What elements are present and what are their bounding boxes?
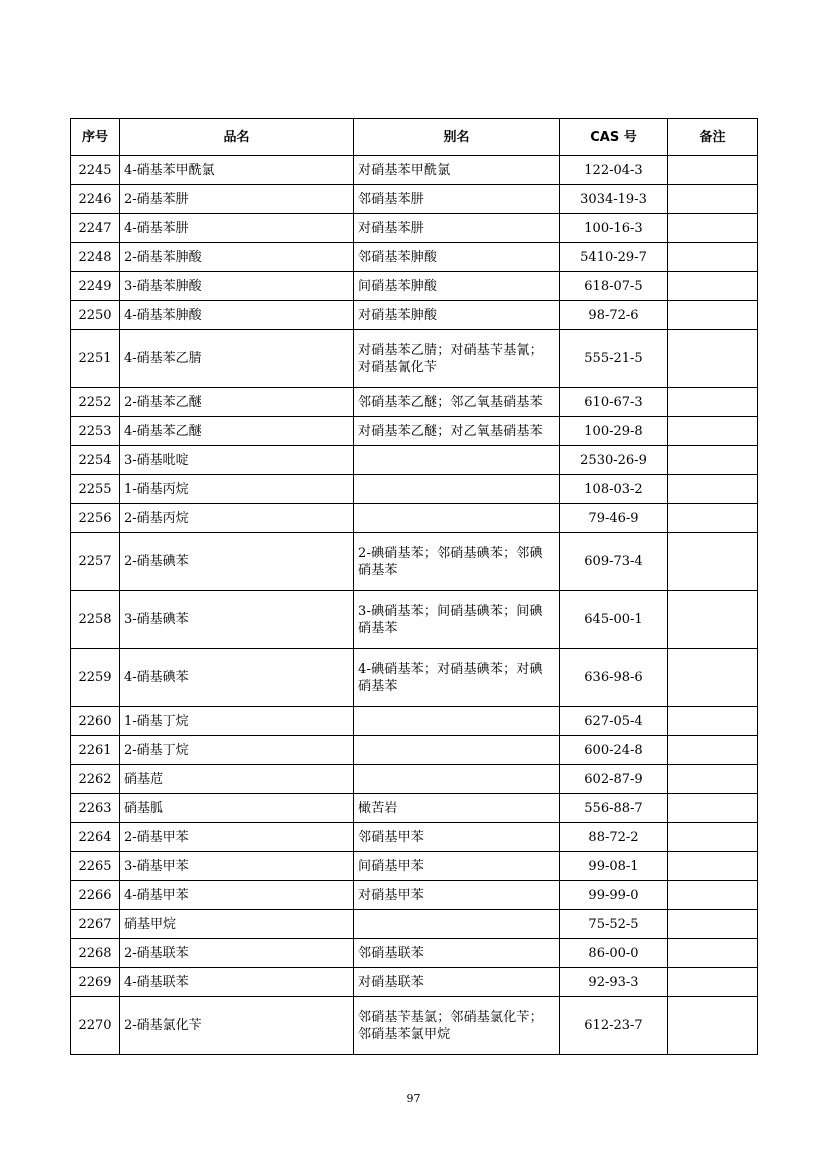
row-product-name: 3-硝基碘苯 — [120, 591, 354, 649]
header-remarks: 备注 — [668, 119, 758, 156]
row-serial-number: 2267 — [71, 910, 120, 939]
row-remarks — [668, 707, 758, 736]
row-alias: 对硝基苯肼 — [354, 214, 560, 243]
row-serial-number: 2261 — [71, 736, 120, 765]
header-cas-number: CAS 号 — [560, 119, 668, 156]
row-alias: 邻硝基苯乙醚；邻乙氧基硝基苯 — [354, 388, 560, 417]
row-serial-number: 2248 — [71, 243, 120, 272]
row-remarks — [668, 272, 758, 301]
row-serial-number: 2252 — [71, 388, 120, 417]
row-product-name: 4-硝基甲苯 — [120, 881, 354, 910]
row-alias — [354, 446, 560, 475]
row-remarks — [668, 881, 758, 910]
row-serial-number: 2246 — [71, 185, 120, 214]
row-alias: 邻硝基联苯 — [354, 939, 560, 968]
row-product-name: 硝基苊 — [120, 765, 354, 794]
row-serial-number: 2268 — [71, 939, 120, 968]
row-product-name: 硝基胍 — [120, 794, 354, 823]
row-cas-number: 122-04-3 — [560, 156, 668, 185]
row-cas-number: 556-88-7 — [560, 794, 668, 823]
table-row — [71, 881, 758, 910]
row-cas-number: 555-21-5 — [560, 330, 668, 388]
row-alias: 间硝基甲苯 — [354, 852, 560, 881]
row-cas-number: 100-16-3 — [560, 214, 668, 243]
table-row — [71, 330, 758, 388]
row-product-name: 3-硝基甲苯 — [120, 852, 354, 881]
row-product-name: 硝基甲烷 — [120, 910, 354, 939]
row-cas-number: 612-23-7 — [560, 997, 668, 1055]
row-product-name: 4-硝基苯乙腈 — [120, 330, 354, 388]
row-product-name: 3-硝基吡啶 — [120, 446, 354, 475]
row-cas-number: 92-93-3 — [560, 968, 668, 997]
row-alias: 对硝基甲苯 — [354, 881, 560, 910]
row-serial-number: 2259 — [71, 649, 120, 707]
row-cas-number: 2530-26-9 — [560, 446, 668, 475]
row-remarks — [668, 649, 758, 707]
table-row — [71, 707, 758, 736]
row-alias: 对硝基苯胂酸 — [354, 301, 560, 330]
row-remarks — [668, 765, 758, 794]
table-header-row — [71, 119, 758, 156]
row-product-name: 2-硝基苯胂酸 — [120, 243, 354, 272]
table-row — [71, 997, 758, 1055]
row-product-name: 2-硝基苯肼 — [120, 185, 354, 214]
table-row — [71, 736, 758, 765]
row-alias — [354, 475, 560, 504]
row-cas-number: 79-46-9 — [560, 504, 668, 533]
row-remarks — [668, 330, 758, 388]
row-alias: 3-碘硝基苯；间硝基碘苯；间碘硝基苯 — [354, 591, 560, 649]
row-product-name: 1-硝基丙烷 — [120, 475, 354, 504]
table-row — [71, 214, 758, 243]
table-row — [71, 446, 758, 475]
row-remarks — [668, 475, 758, 504]
row-serial-number: 2257 — [71, 533, 120, 591]
row-serial-number: 2250 — [71, 301, 120, 330]
row-remarks — [668, 185, 758, 214]
table-row — [71, 388, 758, 417]
row-cas-number: 602-87-9 — [560, 765, 668, 794]
header-serial-number: 序号 — [71, 119, 120, 156]
row-alias: 对硝基联苯 — [354, 968, 560, 997]
row-product-name: 2-硝基碘苯 — [120, 533, 354, 591]
page-number: 97 — [406, 1092, 421, 1105]
row-serial-number: 2270 — [71, 997, 120, 1055]
row-remarks — [668, 301, 758, 330]
row-cas-number: 100-29-8 — [560, 417, 668, 446]
row-alias — [354, 736, 560, 765]
row-alias: 对硝基苯甲酰氯 — [354, 156, 560, 185]
row-serial-number: 2263 — [71, 794, 120, 823]
row-cas-number: 108-03-2 — [560, 475, 668, 504]
row-alias — [354, 910, 560, 939]
row-alias — [354, 765, 560, 794]
row-product-name: 2-硝基联苯 — [120, 939, 354, 968]
row-alias: 邻硝基苯胂酸 — [354, 243, 560, 272]
row-alias — [354, 707, 560, 736]
row-product-name: 2-硝基苯乙醚 — [120, 388, 354, 417]
table-body — [71, 156, 758, 1055]
row-serial-number: 2253 — [71, 417, 120, 446]
row-cas-number: 610-67-3 — [560, 388, 668, 417]
row-product-name: 4-硝基苯胂酸 — [120, 301, 354, 330]
row-serial-number: 2265 — [71, 852, 120, 881]
row-product-name: 2-硝基丙烷 — [120, 504, 354, 533]
table-row — [71, 823, 758, 852]
row-serial-number: 2258 — [71, 591, 120, 649]
row-serial-number: 2269 — [71, 968, 120, 997]
row-remarks — [668, 504, 758, 533]
row-serial-number: 2264 — [71, 823, 120, 852]
table-row — [71, 765, 758, 794]
table-row — [71, 272, 758, 301]
row-cas-number: 5410-29-7 — [560, 243, 668, 272]
row-product-name: 4-硝基联苯 — [120, 968, 354, 997]
table-row — [71, 504, 758, 533]
row-serial-number: 2254 — [71, 446, 120, 475]
row-alias: 4-碘硝基苯；对硝基碘苯；对碘硝基苯 — [354, 649, 560, 707]
table-row — [71, 417, 758, 446]
table-row — [71, 649, 758, 707]
row-product-name: 2-硝基氯化苄 — [120, 997, 354, 1055]
row-cas-number: 99-99-0 — [560, 881, 668, 910]
row-cas-number: 99-08-1 — [560, 852, 668, 881]
row-remarks — [668, 794, 758, 823]
row-serial-number: 2255 — [71, 475, 120, 504]
table-row — [71, 243, 758, 272]
row-alias — [354, 504, 560, 533]
row-remarks — [668, 591, 758, 649]
table-row — [71, 794, 758, 823]
row-serial-number: 2245 — [71, 156, 120, 185]
table-row — [71, 301, 758, 330]
row-remarks — [668, 388, 758, 417]
row-alias: 邻硝基苄基氯；邻硝基氯化苄；邻硝基苯氯甲烷 — [354, 997, 560, 1055]
row-alias: 邻硝基苯肼 — [354, 185, 560, 214]
row-product-name: 3-硝基苯胂酸 — [120, 272, 354, 301]
row-product-name: 4-硝基苯肼 — [120, 214, 354, 243]
table-row — [71, 185, 758, 214]
table-row — [71, 156, 758, 185]
chemical-list-table — [70, 118, 758, 1055]
row-product-name: 2-硝基甲苯 — [120, 823, 354, 852]
row-serial-number: 2266 — [71, 881, 120, 910]
row-remarks — [668, 997, 758, 1055]
row-remarks — [668, 823, 758, 852]
row-cas-number: 627-05-4 — [560, 707, 668, 736]
row-cas-number: 618-07-5 — [560, 272, 668, 301]
row-remarks — [668, 446, 758, 475]
row-cas-number: 636-98-6 — [560, 649, 668, 707]
row-remarks — [668, 852, 758, 881]
row-alias: 橄苦岩 — [354, 794, 560, 823]
table-row — [71, 968, 758, 997]
row-alias: 间硝基苯胂酸 — [354, 272, 560, 301]
table-row — [71, 475, 758, 504]
row-serial-number: 2249 — [71, 272, 120, 301]
row-cas-number: 98-72-6 — [560, 301, 668, 330]
row-serial-number: 2256 — [71, 504, 120, 533]
row-cas-number: 86-00-0 — [560, 939, 668, 968]
row-product-name: 1-硝基丁烷 — [120, 707, 354, 736]
row-remarks — [668, 968, 758, 997]
row-remarks — [668, 736, 758, 765]
row-cas-number: 645-00-1 — [560, 591, 668, 649]
row-remarks — [668, 939, 758, 968]
row-cas-number: 88-72-2 — [560, 823, 668, 852]
row-alias: 邻硝基甲苯 — [354, 823, 560, 852]
row-product-name: 4-硝基碘苯 — [120, 649, 354, 707]
row-product-name: 2-硝基丁烷 — [120, 736, 354, 765]
row-remarks — [668, 910, 758, 939]
row-alias: 2-碘硝基苯；邻硝基碘苯；邻碘硝基苯 — [354, 533, 560, 591]
row-serial-number: 2262 — [71, 765, 120, 794]
table-row — [71, 591, 758, 649]
row-remarks — [668, 417, 758, 446]
row-serial-number: 2260 — [71, 707, 120, 736]
row-product-name: 4-硝基苯乙醚 — [120, 417, 354, 446]
row-serial-number: 2247 — [71, 214, 120, 243]
row-cas-number: 600-24-8 — [560, 736, 668, 765]
row-remarks — [668, 214, 758, 243]
table-row — [71, 910, 758, 939]
row-cas-number: 3034-19-3 — [560, 185, 668, 214]
row-alias: 对硝基苯乙腈；对硝基苄基氰；对硝基氰化苄 — [354, 330, 560, 388]
table-row — [71, 533, 758, 591]
row-serial-number: 2251 — [71, 330, 120, 388]
row-cas-number: 75-52-5 — [560, 910, 668, 939]
row-product-name: 4-硝基苯甲酰氯 — [120, 156, 354, 185]
row-alias: 对硝基苯乙醚；对乙氧基硝基苯 — [354, 417, 560, 446]
header-product-name: 品名 — [120, 119, 354, 156]
row-cas-number: 609-73-4 — [560, 533, 668, 591]
row-remarks — [668, 243, 758, 272]
header-alias: 别名 — [354, 119, 560, 156]
table-row — [71, 939, 758, 968]
row-remarks — [668, 156, 758, 185]
row-remarks — [668, 533, 758, 591]
table-row — [71, 852, 758, 881]
